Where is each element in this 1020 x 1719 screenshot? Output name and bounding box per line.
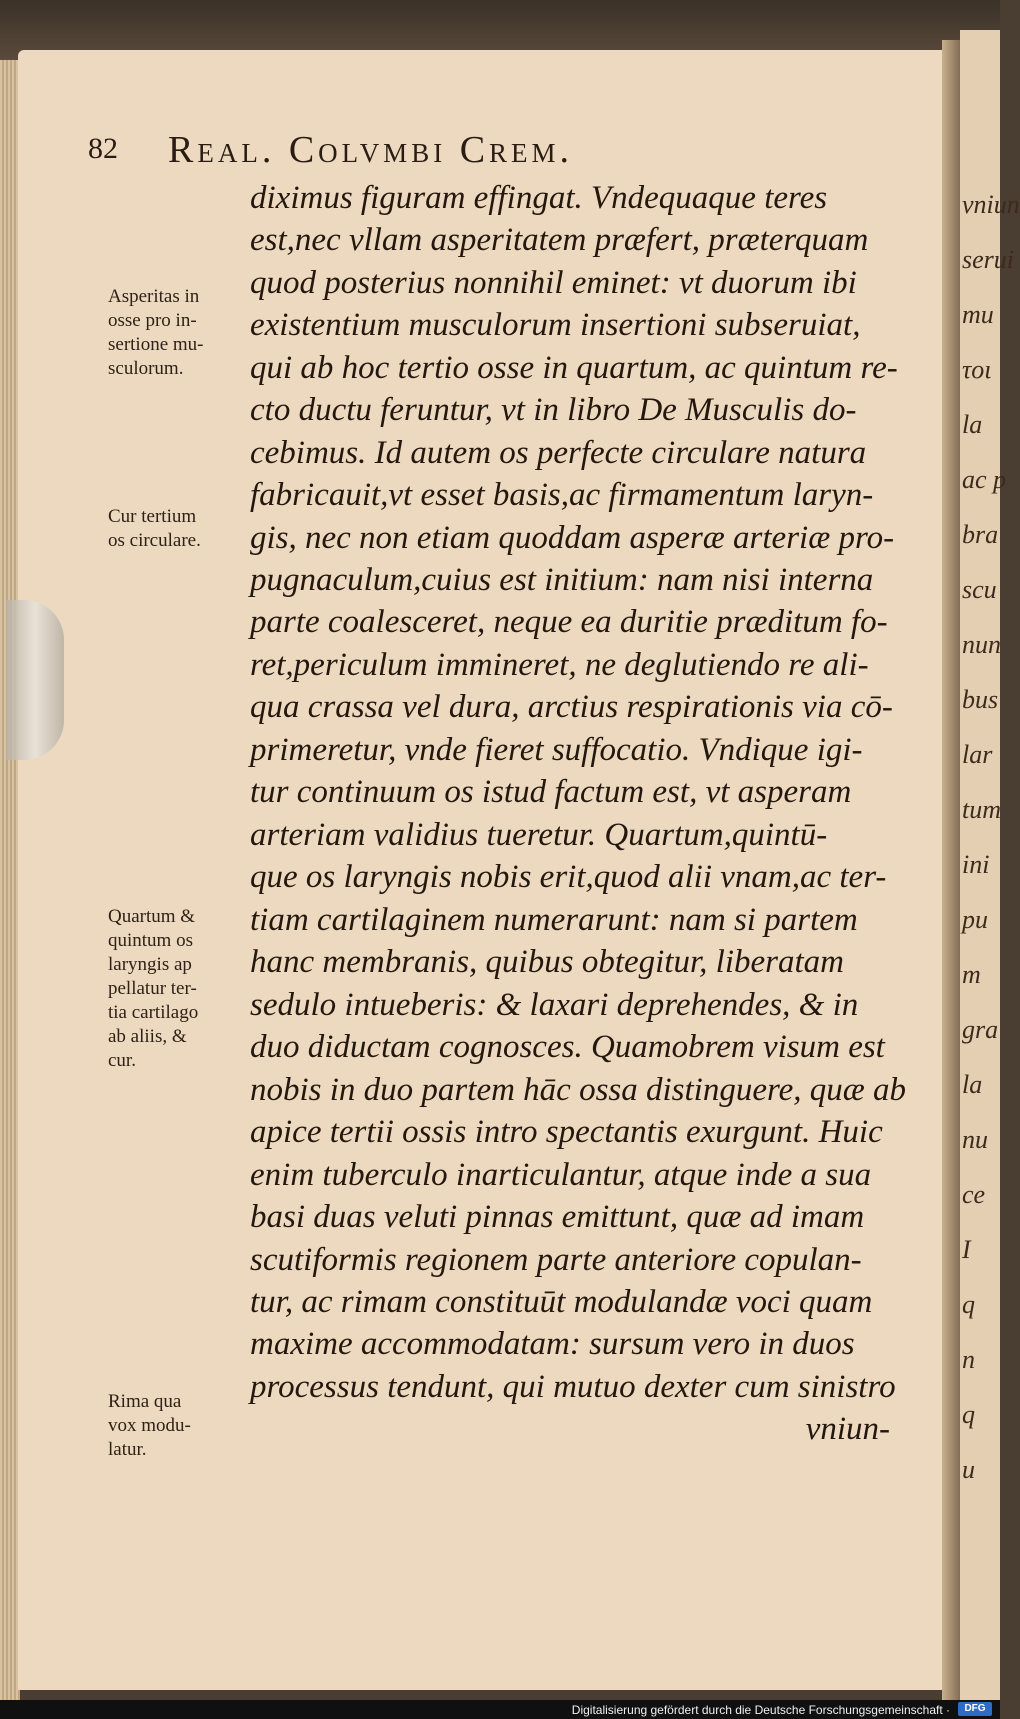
marginal-note-line: os circulare. [108,530,201,551]
marginal-note-line: ab aliis, & [108,1026,187,1047]
text-line: que os laryngis nobis erit,quod alii vnam,ac ter- [250,859,887,895]
book-clip [6,600,64,760]
text-line: parte coalesceret, neque ea duritie præditum fo- [250,604,888,640]
marginal-note-line: Rima qua [108,1391,182,1412]
running-title: Real. Colvmbi Crem. [168,129,574,171]
text-line: pugnaculum,cuius est initium: nam nisi interna [250,562,874,598]
facing-page-fragment: mu [962,300,994,329]
text-line: vniun- [805,1411,890,1447]
marginal-note [108,905,248,1073]
marginal-note-line: sertione mu- [108,334,204,355]
facing-page-fragment: m [962,960,981,989]
facing-page-fragment: gra [962,1015,999,1044]
facing-page-fragment: n [962,1345,975,1374]
marginal-note-line: Quartum & [108,906,196,927]
text-line: gis, nec non etiam quoddam asperæ arteriæ pro- [250,520,895,556]
page-number: 82 [88,132,118,165]
facing-page-fragment: u [962,1455,975,1484]
facing-page-fragment: scu [962,575,997,604]
text-line: hanc membranis, quibus obtegitur, liberatam [250,944,844,980]
facing-page-fragment: ac p [962,465,1007,494]
text-line: nobis in duo partem hāc ossa distinguere, quæ ab [250,1072,907,1108]
text-line: qui ab hoc tertio osse in quartum, ac quintum re- [250,350,898,386]
marginal-note [108,1390,248,1462]
text-line: maxime accommodatam: sursum vero in duos [250,1326,855,1362]
facing-page-fragment: tum [962,795,1001,824]
marginal-note-line: Cur tertium [108,506,197,527]
text-line: ret,periculum immineret, ne deglutiendo re ali- [250,647,869,683]
text-line: sedulo intueberis: & laxari deprehendes, & in [250,987,859,1023]
facing-page-fragment: la [962,1070,983,1099]
marginal-note-line: tia cartilago [108,1002,199,1023]
facing-page-fragment: vniun [962,190,1020,219]
marginal-note-line: sculorum. [108,358,184,379]
marginal-note-line: Asperitas in [108,286,200,307]
facing-page-fragment: q [962,1290,975,1319]
marginal-note [108,505,248,553]
text-line: cto ductu feruntur, vt in libro De Musculis do- [250,392,857,428]
facing-page-fragment: lar [962,740,993,769]
text-line: tur, ac rimam constituūt modulandæ voci quam [250,1284,873,1320]
text-line: enim tuberculo inarticulantur, atque inde a sua [250,1157,872,1193]
marginal-note-line: osse pro in- [108,310,197,331]
text-line: arteriam validius tueretur. Quartum,quintū- [250,817,828,853]
text-line: duo diductam cognosces. Quamobrem visum est [250,1029,885,1065]
facing-page-fragment: τοι [962,355,992,384]
facing-page-fragment: ini [962,850,990,879]
marginal-note [108,285,248,381]
facing-page-fragment: serui [962,245,1014,274]
text-line: tiam cartilaginem numerarunt: nam si partem [250,902,858,938]
text-line: scutiformis regionem parte anteriore copulan- [250,1242,862,1278]
footer-credit: Digitalisierung gefördert durch die Deutsche Forschungsgemeinschaft · [571,1703,950,1717]
marginal-note-line: vox modu- [108,1415,191,1436]
text-line: diximus figuram effingat. Vndequaque teres [250,180,828,216]
facing-page-fragment: I [962,1235,971,1264]
text-line: quod posterius nonnihil eminet: vt duorum ibi [250,265,857,301]
marginal-note-line: pellatur ter- [108,978,197,999]
facing-page-fragment: pu [962,905,988,934]
facing-page-fragment: bus [962,685,999,714]
text-line: apice tertii ossis intro spectantis exurgunt. Huic [250,1114,883,1150]
text-line: qua crassa vel dura, arctius respirationis via cō- [250,689,893,725]
text-line: primeretur, vnde fieret suffocatio. Vndique igi- [250,732,863,768]
facing-page [960,30,1020,1700]
page-edges [0,60,20,1700]
marginal-note-line: quintum os [108,930,193,951]
page-header [88,128,938,172]
marginal-note-line: cur. [108,1050,136,1071]
facing-page-fragment: q [962,1400,975,1429]
book-gutter [942,40,962,1700]
facing-page-fragment: bra [962,520,999,549]
marginal-note-line: latur. [108,1439,147,1460]
text-line: existentium musculorum insertioni subseruiat, [250,307,861,343]
marginal-note-line: laryngis ap [108,954,192,975]
text-line: fabricauit,vt esset basis,ac firmamentum laryn- [250,477,874,513]
text-line: processus tendunt, qui mutuo dexter cum sinistro [250,1369,896,1405]
dfg-logo: DFG [958,1702,992,1716]
text-line: tur continuum os istud factum est, vt asperam [250,774,852,810]
facing-page-fragment: la [962,410,983,439]
facing-page-fragment: ce [962,1180,986,1209]
text-line: cebimus. Id autem os perfecte circulare natura [250,435,867,471]
facing-page-fragment: nun [962,630,1001,659]
facing-page-fragment: nu [962,1125,988,1154]
text-line: est,nec vllam asperitatem præfert, præterquam [250,222,869,258]
text-line: basi duas veluti pinnas emittunt, quæ ad imam [250,1199,865,1235]
footer-bar [0,1700,1000,1719]
